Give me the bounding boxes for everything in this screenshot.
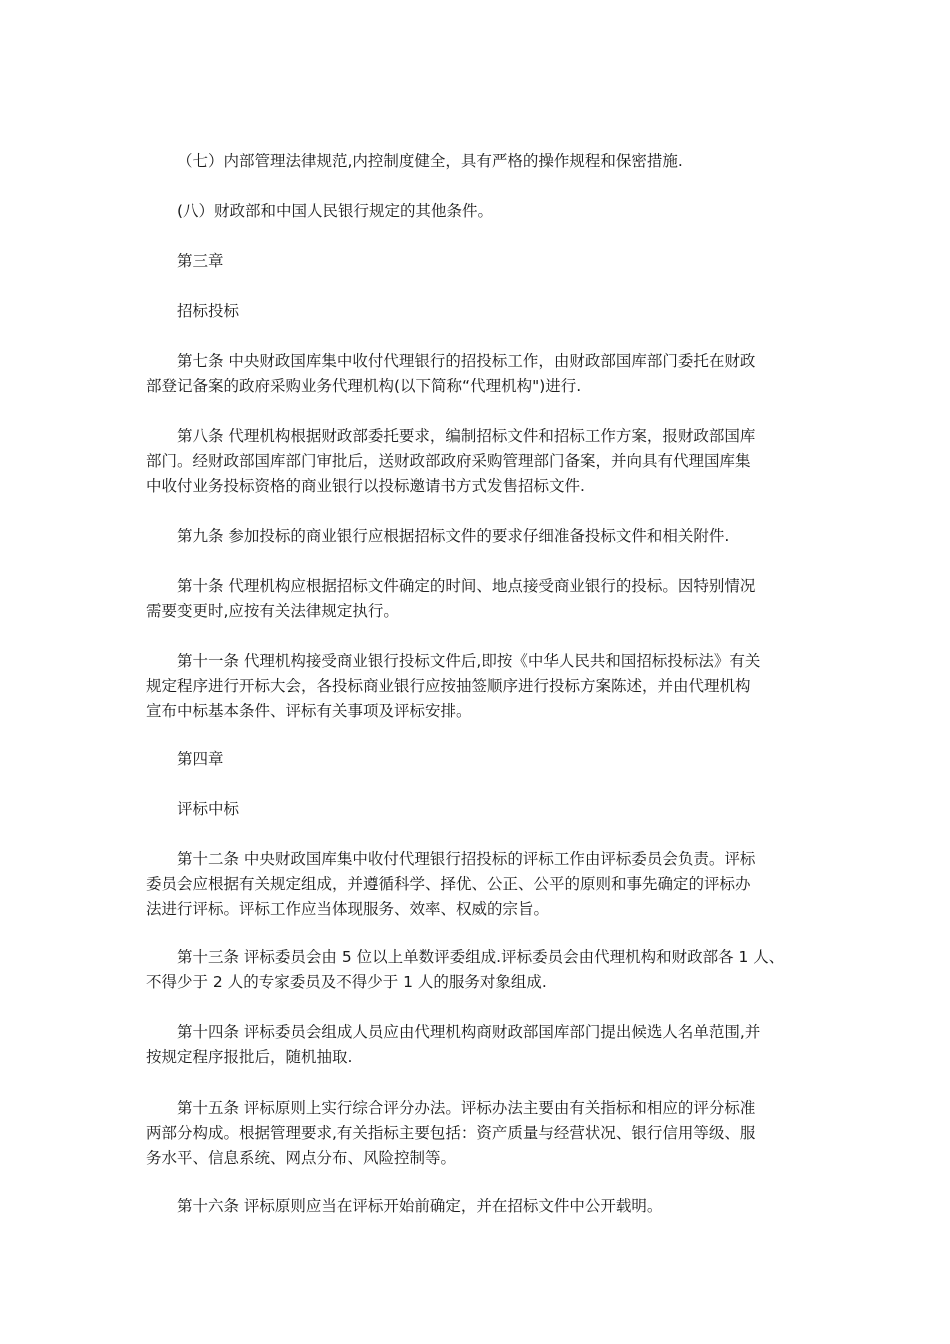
text-line: 第十一条 代理机构接受商业银行投标文件后,即按《中华人民共和国招标投标法》有关: [177, 652, 761, 670]
text-line: 按规定程序报批后，随机抽取.: [146, 1048, 353, 1066]
text-line: 第四章: [177, 750, 224, 768]
text-line: 第十二条 中央财政国库集中收付代理银行招投标的评标工作由评标委员会负责。评标: [177, 850, 756, 868]
text-line: 第三章: [177, 252, 224, 270]
text-line: 法进行评标。评标工作应当体现服务、效率、权威的宗旨。: [146, 900, 550, 918]
chapter-heading-4: [146, 747, 826, 772]
article-8: [146, 424, 826, 499]
text-line: 第十三条 评标委员会由 5 位以上单数评委组成.评标委员会由代理机构和财政部各 1 人、: [177, 948, 785, 966]
article-7: [146, 349, 826, 399]
text-line: 两部分构成。根据管理要求,有关指标主要包括：资产质量与经营状况、银行信用等级、服: [146, 1124, 756, 1142]
text-line: 第十条 代理机构应根据招标文件确定的时间、地点接受商业银行的投标。因特别情况: [177, 577, 756, 595]
text-line: 部登记备案的政府采购业务代理机构(以下简称“代理机构")进行.: [146, 377, 582, 395]
article-10: [146, 574, 826, 624]
text-line: 第九条 参加投标的商业银行应根据招标文件的要求仔细准备投标文件和相关附件.: [177, 527, 730, 545]
text-line: 委员会应根据有关规定组成，并遵循科学、择优、公正、公平的原则和事先确定的评标办: [146, 875, 751, 893]
text-line: 第七条 中央财政国库集中收付代理银行的招投标工作，由财政部国库部门委托在财政: [177, 352, 756, 370]
article-11: [146, 649, 826, 724]
text-line: 务水平、信息系统、网点分布、风险控制等。: [146, 1149, 457, 1167]
text-line: 规定程序进行开标大会，各投标商业银行应按抽签顺序进行投标方案陈述，并由代理机构: [146, 677, 751, 695]
text-line: 评标中标: [177, 800, 240, 818]
chapter-heading-3: [146, 249, 826, 274]
chapter-title-3: [146, 299, 826, 324]
text-line: 不得少于 2 人的专家委员及不得少于 1 人的服务对象组成.: [146, 973, 547, 991]
article-14: [146, 1020, 826, 1070]
paragraph-item-8: [146, 199, 826, 224]
text-line: 第十四条 评标委员会组成人员应由代理机构商财政部国库部门提出候选人名单范围,并: [177, 1023, 761, 1041]
text-line: 第十五条 评标原则上实行综合评分办法。评标办法主要由有关指标和相应的评分标准: [177, 1099, 756, 1117]
text-line: 部门。经财政部国库部门审批后，送财政部政府采购管理部门备案，并向具有代理国库集: [146, 452, 751, 470]
text-line: （七）内部管理法律规范,内控制度健全，具有严格的操作规程和保密措施.: [177, 152, 683, 170]
article-9: [146, 524, 826, 549]
text-line: 宣布中标基本条件、评标有关事项及评标安排。: [146, 702, 472, 720]
text-line: 第十六条 评标原则应当在评标开始前确定，并在招标文件中公开载明。: [177, 1197, 663, 1215]
text-line: 第八条 代理机构根据财政部委托要求，编制招标文件和招标工作方案，报财政部国库: [177, 427, 756, 445]
article-16: [146, 1194, 826, 1219]
paragraph-item-7: [146, 149, 826, 174]
chapter-title-4: [146, 797, 826, 822]
article-12: [146, 847, 826, 922]
article-15: [146, 1096, 826, 1171]
text-line: (八）财政部和中国人民银行规定的其他条件。: [177, 202, 494, 220]
text-line: 招标投标: [177, 302, 240, 320]
text-line: 需要变更时,应按有关法律规定执行。: [146, 602, 399, 620]
text-line: 中收付业务投标资格的商业银行以投标邀请书方式发售招标文件.: [146, 477, 585, 495]
article-13: [146, 945, 826, 995]
